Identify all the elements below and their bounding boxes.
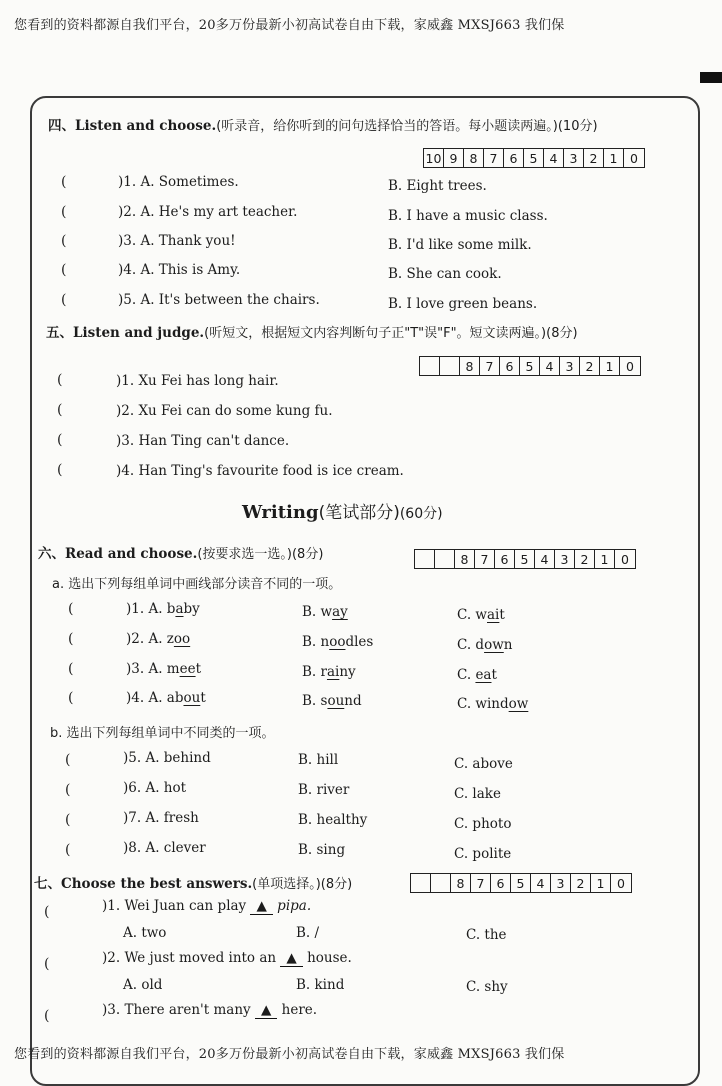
option-b: B. I love green beans. (388, 296, 538, 312)
section4-title-en: 四、Listen and choose. (48, 118, 217, 134)
underlined-part: oo (173, 631, 191, 647)
question-text: )2. We just moved into an (102, 950, 277, 966)
section6-sub-a: a. 选出下列每组单词中画线部分读音不同的一项。 (52, 577, 342, 592)
option-b (302, 634, 373, 650)
option-a-num: )3. A. (126, 661, 163, 677)
option-a (126, 690, 206, 706)
option-a: )1. A. Sometimes. (118, 174, 239, 190)
question (102, 898, 311, 915)
section6-title-cn: (按要求选一选。)(8分) (197, 547, 324, 562)
score-cell: 6 (495, 550, 515, 568)
score-cell: 4 (535, 550, 555, 568)
word-part: C. wind (457, 696, 509, 712)
score-cell: 10 (424, 149, 444, 167)
score-cell: 6 (504, 149, 524, 167)
option-a (126, 661, 201, 677)
score-cell (431, 874, 451, 892)
answer-paren[interactable]: ( (61, 292, 67, 308)
score-cell: 8 (451, 874, 471, 892)
question-text: )3. There aren't many (102, 1002, 251, 1018)
answer-paren[interactable]: ( (61, 204, 67, 220)
answer-paren[interactable]: ( (68, 661, 74, 677)
question-tail: pipa. (277, 898, 312, 914)
section5-title-cn: (听短文，根据短文内容判断句子正"T"误"F"。短文读两遍。)(8分) (204, 326, 578, 341)
word-part: t (499, 607, 505, 623)
bottom-watermark-banner: 您看到的资料都源自我们平台，20多万份最新小初高试卷自由下载，家威鑫 MXSJ663 我们保 (14, 1047, 565, 1062)
answer-paren[interactable]: ( (57, 432, 63, 448)
score-cell: 4 (540, 357, 560, 375)
option-a: )3. A. Thank you! (118, 233, 236, 249)
score-cell: 7 (480, 357, 500, 375)
question-tail: here. (281, 1002, 318, 1018)
word-part: B. s (302, 693, 328, 709)
option-b: B. hill (298, 752, 339, 768)
score-cell: 4 (544, 149, 564, 167)
word-part: t (195, 661, 202, 677)
option-a (126, 631, 190, 647)
section5-score-box (419, 356, 641, 376)
option-a: )5. A. behind (123, 750, 211, 766)
underlined-part: a (175, 601, 184, 617)
score-cell: 2 (580, 357, 600, 375)
score-cell: 4 (531, 874, 551, 892)
underlined-part: ai (326, 664, 340, 680)
option-a-num: )2. A. (126, 631, 163, 647)
section6-score-box (414, 549, 636, 569)
section5-title-en: 五、Listen and judge. (46, 325, 205, 341)
score-cell: 1 (600, 357, 620, 375)
score-cell: 5 (515, 550, 535, 568)
section4-title (48, 114, 598, 134)
writing-title-en: Writing (242, 502, 319, 523)
question-text: )1. Wei Juan can play (102, 898, 247, 914)
score-cell: 7 (471, 874, 491, 892)
option-b: B. I'd like some milk. (388, 237, 532, 253)
writing-heading (242, 498, 443, 523)
score-cell: 9 (444, 149, 464, 167)
word-part: B. n (302, 634, 330, 650)
word-part: B. r (302, 664, 327, 680)
word-part: b (166, 601, 176, 617)
option-a: )2. A. He's my art teacher. (118, 204, 298, 220)
word-part: ny (339, 664, 356, 680)
question-tail: house. (307, 950, 352, 966)
section7-title-cn: (单项选择。)(8分) (252, 877, 353, 892)
word-part: C. w (457, 607, 487, 623)
answer-paren[interactable]: ( (65, 812, 71, 828)
option-a: A. two (123, 925, 167, 941)
word-part: nd (344, 693, 362, 709)
answer-blank[interactable]: ▲ (250, 898, 272, 915)
score-cell: 0 (621, 551, 629, 567)
underlined-part: ee (179, 661, 196, 677)
statement: )2. Xu Fei can do some kung fu. (116, 403, 333, 419)
score-cell: 2 (575, 550, 595, 568)
question (102, 950, 352, 967)
score-cell (435, 550, 455, 568)
score-cell: 2 (584, 149, 604, 167)
option-a: )5. A. It's between the chairs. (118, 292, 320, 308)
option-b (302, 664, 356, 680)
score-cell: 7 (475, 550, 495, 568)
option-a: )8. A. clever (123, 840, 206, 856)
word-part: n (503, 637, 513, 653)
option-b (302, 693, 362, 709)
score-cell: 6 (500, 357, 520, 375)
score-cell: 5 (511, 874, 531, 892)
option-b (302, 604, 348, 620)
underlined-part: ea (475, 667, 492, 683)
score-cell: 3 (555, 550, 575, 568)
answer-paren[interactable]: ( (68, 601, 74, 617)
word-part: B. w (302, 604, 333, 620)
answer-paren[interactable]: ( (61, 174, 67, 190)
underlined-part: oo (329, 634, 346, 650)
underlined-part: ow (484, 637, 504, 653)
section7-title (34, 872, 352, 892)
score-cell: 8 (464, 149, 484, 167)
answer-paren[interactable]: ( (65, 782, 71, 798)
option-c (457, 667, 497, 683)
option-c (457, 696, 528, 712)
score-cell: 3 (560, 357, 580, 375)
score-cell: 1 (604, 149, 624, 167)
statement: )3. Han Ting can't dance. (116, 433, 290, 449)
answer-paren[interactable]: ( (44, 956, 50, 972)
word-part: by (183, 601, 200, 617)
option-c: C. shy (466, 979, 508, 995)
score-cell: 3 (564, 149, 584, 167)
writing-title-cn: (笔试部分) (318, 503, 400, 523)
option-c: C. lake (454, 786, 501, 802)
question (102, 1002, 317, 1019)
option-c (457, 607, 505, 623)
score-cell: 7 (484, 149, 504, 167)
answer-paren[interactable]: ( (65, 752, 71, 768)
word-part: m (166, 661, 180, 677)
option-b: B. She can cook. (388, 266, 502, 282)
score-cell (415, 550, 435, 568)
page-edge-marker (700, 72, 722, 83)
score-cell: 0 (617, 875, 625, 891)
score-cell: 0 (630, 150, 638, 166)
score-cell: 5 (524, 149, 544, 167)
option-c: C. the (466, 927, 507, 943)
word-part: t (491, 667, 497, 683)
underlined-part: ow (508, 696, 529, 712)
score-cell: 0 (626, 358, 634, 374)
answer-paren[interactable]: ( (57, 372, 63, 388)
section7-score-box (410, 873, 632, 893)
underlined-part: ou (183, 690, 201, 706)
option-a-num: )1. A. (126, 601, 163, 617)
score-cell (420, 357, 440, 375)
underlined-part: ou (327, 693, 345, 709)
option-b: B. kind (296, 977, 345, 993)
top-watermark-banner: 您看到的资料都源自我们平台，20多万份最新小初高试卷自由下载，家威鑫 MXSJ663 我们保 (14, 18, 565, 33)
option-c: C. photo (454, 816, 512, 832)
option-a: )4. A. This is Amy. (118, 262, 241, 278)
answer-paren[interactable]: ( (61, 233, 67, 249)
option-c: C. polite (454, 846, 512, 862)
answer-paren[interactable]: ( (65, 842, 71, 858)
word-part: ab (166, 690, 184, 706)
statement: )4. Han Ting's favourite food is ice cream. (116, 463, 404, 479)
answer-paren[interactable]: ( (57, 462, 63, 478)
option-a: )7. A. fresh (123, 810, 199, 826)
option-c: C. above (454, 756, 513, 772)
option-a-num: )4. A. (126, 690, 163, 706)
score-cell (411, 874, 431, 892)
writing-points: (60分) (399, 506, 443, 522)
score-cell: 1 (591, 874, 611, 892)
option-c (457, 637, 512, 653)
score-cell: 3 (551, 874, 571, 892)
word-part: dles (345, 634, 374, 650)
option-b: B. healthy (298, 812, 368, 828)
option-b: B. Eight trees. (388, 178, 487, 194)
option-a (126, 601, 200, 617)
word-part: C. d (457, 637, 485, 653)
answer-paren[interactable]: ( (61, 262, 67, 278)
section5-title (46, 321, 578, 341)
answer-paren[interactable]: ( (44, 904, 50, 920)
underlined-part: ai (487, 607, 500, 623)
section4-title-cn: (听录音，给你听到的问句选择恰当的答语。每小题读两遍。)(10分) (216, 119, 598, 134)
statement: )1. Xu Fei has long hair. (116, 373, 279, 389)
score-cell: 1 (595, 550, 615, 568)
score-cell: 2 (571, 874, 591, 892)
word-part: C. (457, 667, 476, 683)
score-cell: 8 (460, 357, 480, 375)
answer-paren[interactable]: ( (68, 690, 74, 706)
score-cell (440, 357, 460, 375)
underlined-part: ay (332, 604, 348, 620)
option-b: B. river (298, 782, 350, 798)
word-part: t (200, 690, 206, 706)
answer-paren[interactable]: ( (44, 1008, 50, 1024)
answer-paren[interactable]: ( (57, 402, 63, 418)
option-b: B. sing (298, 842, 346, 858)
option-b: B. / (296, 925, 320, 941)
section7-title-en: 七、Choose the best answers. (34, 876, 253, 892)
answer-blank[interactable]: ▲ (255, 1002, 277, 1019)
word-part: z (166, 631, 174, 647)
option-b: B. I have a music class. (388, 208, 548, 224)
answer-paren[interactable]: ( (68, 631, 74, 647)
section6-title (38, 542, 323, 562)
section6-sub-b: b. 选出下列每组单词中不同类的一项。 (50, 726, 275, 741)
score-cell: 5 (520, 357, 540, 375)
answer-blank[interactable]: ▲ (280, 950, 302, 967)
section6-title-en: 六、Read and choose. (38, 546, 198, 562)
score-cell: 8 (455, 550, 475, 568)
option-a: A. old (123, 977, 163, 993)
section4-score-box (423, 148, 645, 168)
option-a: )6. A. hot (123, 780, 187, 796)
score-cell: 6 (491, 874, 511, 892)
